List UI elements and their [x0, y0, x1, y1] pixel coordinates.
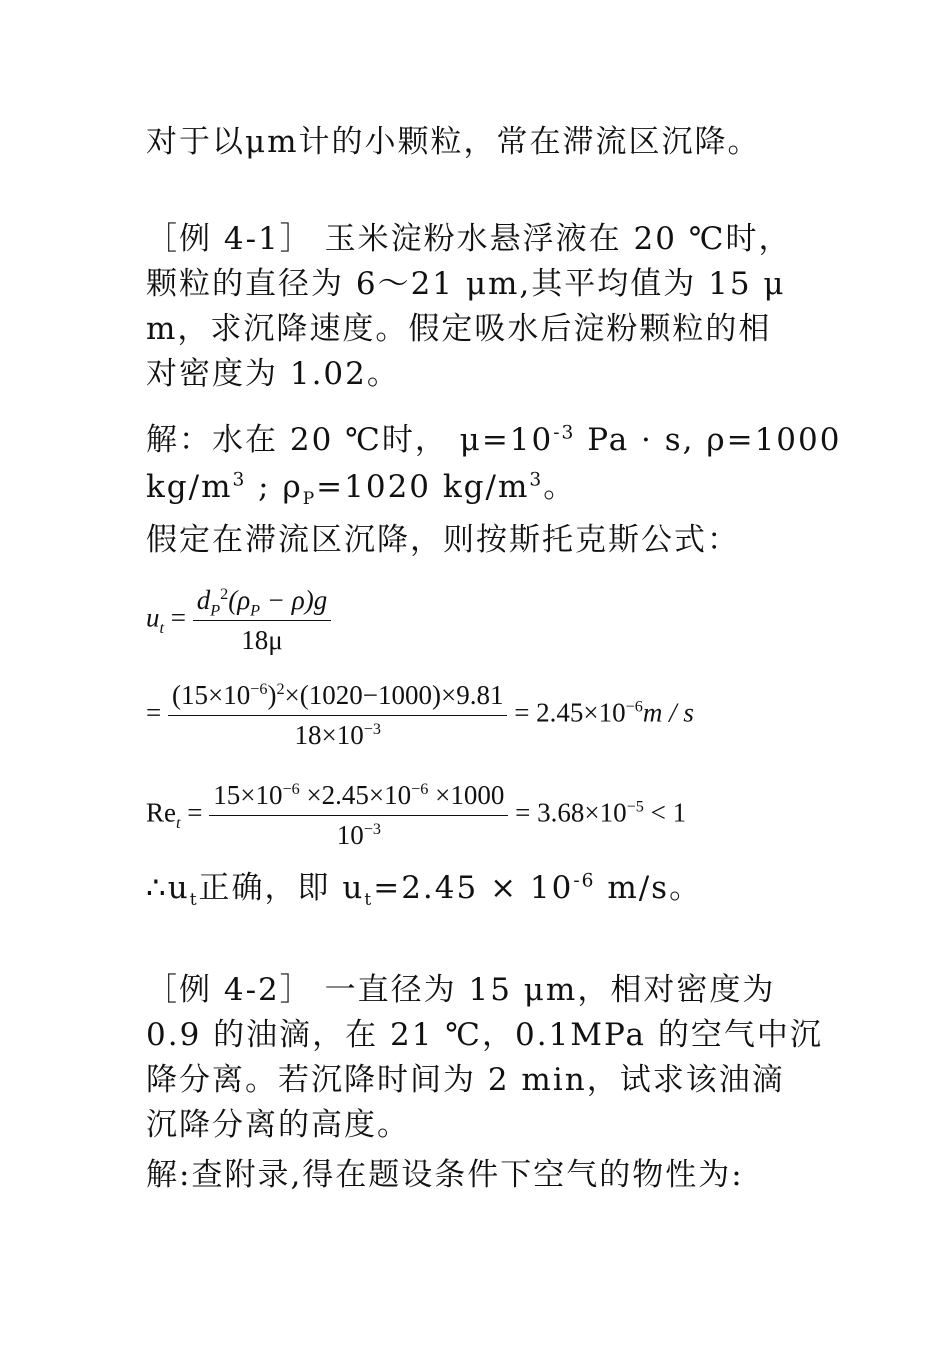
- equals-sign-2: =: [146, 697, 168, 728]
- example-4-1-line-2: 颗粒的直径为 6～21 μm,其平均值为 15 μ: [146, 266, 786, 302]
- reynolds-numerator: $15\times 10^{-6} \times 2.45\times 10^{-6} \times 1000$: [209, 780, 508, 816]
- intro-line: 对于以μm计的小颗粒，常在滞流区沉降。: [146, 124, 761, 160]
- sol1-exponent: -3: [553, 422, 576, 444]
- velocity-result: = 2.45×10: [514, 697, 626, 728]
- velocity-denominator: $18\times 10^{-3}$: [294, 720, 381, 750]
- sol1-subscript: P: [302, 489, 317, 510]
- sol1-exponent-2: 3: [232, 469, 247, 491]
- velocity-fraction: [168, 680, 507, 751]
- sol1-text-a: 解：水在 20 ℃时， μ=10: [146, 422, 554, 458]
- ut-subscript: t: [159, 619, 164, 638]
- reynolds-denominator: $10^{-3}$: [336, 820, 381, 850]
- sol1-text-e: =1020 kg/m: [316, 469, 530, 505]
- solution-2-line: 解:查附录,得在题设条件下空气的物性为:: [146, 1157, 744, 1193]
- example-4-2-line-3: 降分离。若沉降时间为 2 min，试求该油滴: [146, 1062, 785, 1098]
- velocity-unit: m / s: [642, 697, 694, 728]
- example-4-1-line-4: 对密度为 1.02。: [146, 356, 400, 392]
- ut-symbol: u: [146, 602, 160, 633]
- solution-1-line-2: [146, 465, 811, 510]
- example-4-1-line-1: ［例 4-1］ 玉米淀粉水悬浮液在 20 ℃时，: [146, 221, 792, 257]
- re-symbol: Re: [146, 797, 176, 828]
- sol1-text-b: Pa · s, ρ=1000: [575, 422, 842, 458]
- sol1-exponent-3: 3: [529, 469, 544, 491]
- stokes-denominator: 18μ: [241, 625, 283, 655]
- reynolds-result: = 3.68×10: [515, 797, 627, 828]
- velocity-numerator: $(15\times 10^{-6})^2\times(1020-1000)\times 9.81$: [168, 680, 507, 716]
- stokes-line: 假定在滞流区沉降，则按斯托克斯公式：: [146, 522, 740, 558]
- velocity-calculation: = $\frac{(15\times 10^{-6})^2\times(1020-1000)\times 9.81}{18\times 10^{-3}}$ = $2.45\times 10^{-6}m / s$: [146, 680, 694, 750]
- conclusion-line: $\therefore u_t$正确，即 $u_t=2.45 \times 10^{-6}$ m/s。: [146, 870, 703, 911]
- equals-sign: =: [164, 602, 193, 633]
- stokes-numerator: $d_P^2(\rho_P - \rho)g$: [193, 585, 332, 621]
- example-4-2-line-4: 沉降分离的高度。: [146, 1107, 410, 1143]
- sol1-text-f: 。: [543, 469, 577, 505]
- stokes-fraction: [193, 585, 332, 656]
- sol1-text-d: ; ρ: [246, 469, 303, 505]
- stokes-formula: [146, 585, 331, 656]
- sol1-text-c: kg/m: [146, 469, 233, 505]
- solution-1-line-1: [146, 418, 842, 463]
- reynolds-fraction: [209, 780, 508, 851]
- example-4-2-line-2: 0.9 的油滴，在 21 ℃，0.1MPa 的空气中沉: [146, 1017, 823, 1053]
- example-4-2-line-1: ［例 4-2］ 一直径为 15 μm，相对密度为: [146, 972, 776, 1008]
- reynolds-calculation: $Re_t$ = $\frac{15\times 10^{-6} \times 2.45\times 10^{-6} \times 1000}{10^{-3}}$ = $3.68\times 10^{-5} < 1$: [146, 780, 687, 850]
- example-4-1-line-3: m，求沉降速度。假定吸水后淀粉颗粒的相: [146, 311, 772, 347]
